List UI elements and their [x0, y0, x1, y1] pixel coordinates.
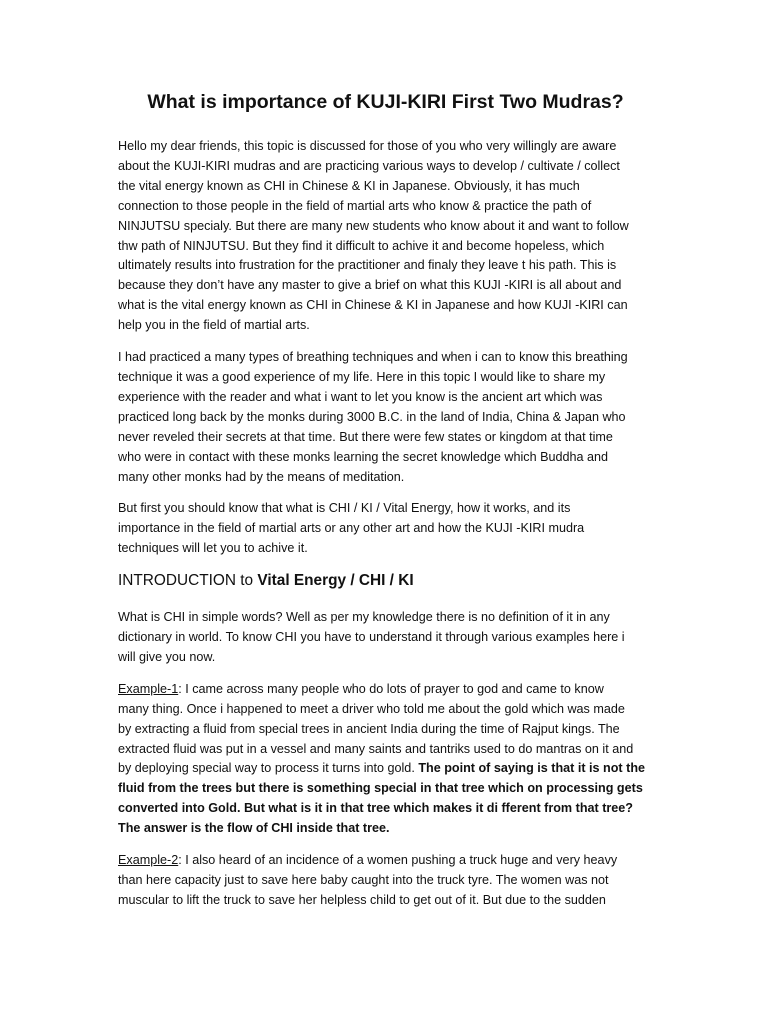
- text-line: many other monks had by the means of meditation.: [118, 469, 405, 484]
- text-line: [118, 851, 653, 871]
- paragraph-intro: [118, 137, 653, 336]
- paragraph-first: [118, 499, 653, 559]
- paragraph-example-1: [118, 680, 653, 839]
- text-line: But first you should know that what is CHI / KI / Vital Energy, how it works, and its: [118, 501, 571, 516]
- text-line: thw path of NINJUTSU. But they find it difficult to achive it and become hopeless, which: [118, 238, 605, 253]
- example-2-label: Example-2: [118, 853, 179, 868]
- text-line: help you in the field of martial arts.: [118, 318, 310, 333]
- text-line: muscular to lift the truck to save her helpless child to get out of it. But due to the sudden: [118, 892, 606, 907]
- text-line: because they don’t have any master to give a brief on what this KUJI -KIRI is all about and: [118, 278, 622, 293]
- example-1-label: Example-1: [118, 681, 179, 696]
- text-line: Hello my dear friends, this topic is discussed for those of you who very willingly are aware: [118, 139, 617, 153]
- text-line: techniques will let you to achive it.: [118, 541, 308, 556]
- section-heading-bold: Vital Energy / CHI / KI: [257, 572, 414, 590]
- paragraph-breathing: [118, 348, 653, 487]
- document-title: What is importance of KUJI-KIRI First Two Mudras?: [147, 91, 624, 113]
- example-1-line1-rest: : I came across many people who do lots of prayer to god and came to know: [178, 681, 604, 696]
- text-line: connection to those people in the field of martial arts who know & practice the path of: [118, 198, 592, 213]
- text-line: who were in contact with these monks learning the secret knowledge which Buddha and: [118, 449, 609, 464]
- section-heading: [118, 571, 653, 591]
- text-line-bold: converted into Gold. But what is it in that tree which makes it di fferent from that tree?: [118, 801, 634, 816]
- text-line: than here capacity just to save here baby caught into the truck tyre. The women was not: [118, 873, 609, 887]
- paragraph-chi: [118, 608, 653, 668]
- section-heading-prefix: INTRODUCTION to: [118, 572, 258, 590]
- text-line: importance in the field of martial arts or any other art and how the KUJI -KIRI mudra: [118, 521, 585, 536]
- text-line: the vital energy known as CHI in Chinese & KI in Japanese. Obviously, it has much: [118, 178, 580, 193]
- text-line: What is CHI in simple words? Well as per my knowledge there is no definition of it in any: [118, 610, 610, 625]
- text-line: NINJUTSU specialy. But there are many new students who know about it and want to follow: [118, 218, 629, 233]
- text-line-bold: The answer is the flow of CHI inside that tree.: [118, 821, 390, 836]
- text-line: technique it was a good experience of my life. Here in this topic I would like to share my: [118, 369, 606, 384]
- text-line: will give you now.: [118, 649, 216, 664]
- text-line: ultimately results into frustration for the practitioner and finaly they leave t his path. This is: [118, 258, 617, 273]
- text-line: by extracting a fluid from special trees in ancient India during the time of Rajput kings. The: [118, 721, 620, 736]
- text-line: never reveled their secrets at that time. But there were few states or kingdom at that time: [118, 429, 613, 444]
- document-page: [118, 90, 653, 923]
- paragraph-example-2: [118, 851, 653, 911]
- text-line: experience with the reader and what i want to let you know is the ancient art which was: [118, 389, 603, 404]
- text-line: [118, 680, 653, 700]
- text-line: many thing. Once i happened to meet a driver who told me about the gold which was made: [118, 701, 625, 716]
- text-line: dictionary in world. To know CHI you have to understand it through various examples here i: [118, 630, 625, 645]
- text-line: extracted fluid was put in a vessel and many saints and tantriks used to do mantras on it and: [118, 741, 634, 756]
- text-line: practiced long back by the monks during 3000 B.C. in the land of India, China & Japan who: [118, 409, 626, 424]
- text-line: I had practiced a many types of breathing techniques and when i can to know this breathing: [118, 350, 628, 365]
- example-1-line5-plain: by deploying special way to process it turns into gold.: [118, 761, 419, 776]
- text-line: [118, 759, 653, 779]
- text-line-bold: fluid from the trees but there is something special in that tree which on processing gets: [118, 781, 643, 796]
- example-2-line1-rest: : I also heard of an incidence of a women pushing a truck huge and very heavy: [178, 853, 618, 868]
- text-line: about the KUJI-KIRI mudras and are practicing various ways to develop / cultivate / collect: [118, 158, 620, 173]
- example-1-line5-bold: The point of saying is that it is not the: [418, 761, 646, 776]
- text-line: what is the vital energy known as CHI in Chinese & KI in Japanese and how KUJI -KIRI can: [118, 298, 628, 313]
